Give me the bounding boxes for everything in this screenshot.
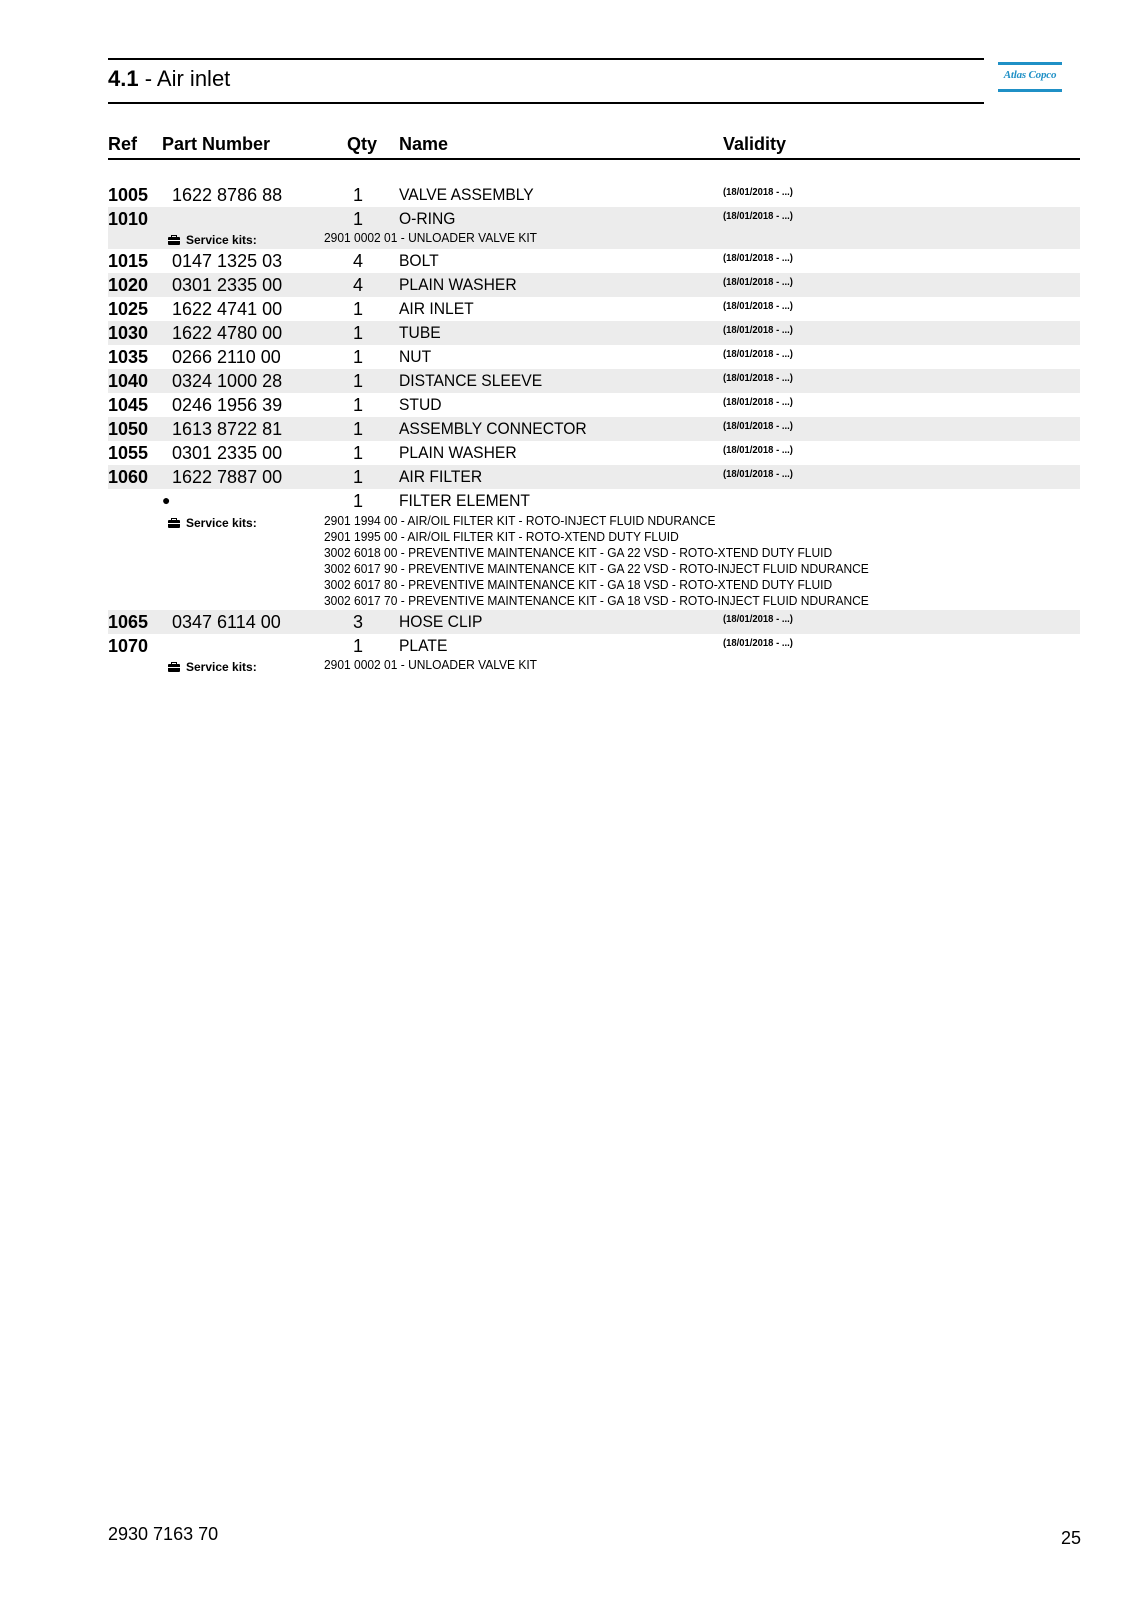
part-number: 1613 8722 81: [172, 419, 283, 439]
table-row: [108, 273, 1080, 297]
part-number: 0347 6114 00: [172, 612, 281, 632]
validity: (18/01/2018 - ...): [723, 396, 793, 408]
part-name: AIR FILTER: [399, 467, 483, 486]
validity: (18/01/2018 - ...): [723, 276, 793, 288]
qty: 1: [352, 347, 363, 367]
qty: 1: [352, 395, 363, 415]
table-row: [108, 207, 1080, 249]
service-kits-text: Service kits:: [186, 660, 257, 674]
part-number: 1622 8786 88: [172, 185, 283, 205]
ref: 1025: [108, 299, 149, 319]
part-name: FILTER ELEMENT: [399, 491, 530, 510]
kit-item: 2901 1994 00 - AIR/OIL FILTER KIT - ROTO-INJECT FLUID NDURANCE: [324, 514, 716, 528]
table-row: [108, 297, 1080, 321]
validity: (18/01/2018 - ...): [723, 300, 793, 312]
validity: (18/01/2018 - ...): [723, 324, 793, 336]
part-number: 1622 7887 00: [172, 467, 283, 487]
qty: 1: [352, 636, 363, 656]
part-name: NUT: [399, 347, 432, 366]
ref: 1020: [108, 275, 149, 295]
validity: (18/01/2018 - ...): [723, 348, 793, 360]
kit-item: 2901 1995 00 - AIR/OIL FILTER KIT - ROTO-XTEND DUTY FLUID: [324, 530, 679, 544]
ref: 1055: [108, 443, 149, 463]
validity: (18/01/2018 - ...): [723, 186, 793, 198]
part-name: STUD: [399, 395, 442, 414]
part-number: 1622 4780 00: [172, 323, 283, 343]
page-title: [108, 66, 230, 92]
ref: 1070: [108, 636, 149, 656]
kit-item: 3002 6017 70 - PREVENTIVE MAINTENANCE KIT - GA 18 VSD - ROTO-INJECT FLUID NDURANCE: [324, 594, 869, 608]
table-row: [108, 393, 1080, 417]
table-row: [108, 417, 1080, 441]
qty: 1: [352, 209, 363, 229]
validity: (18/01/2018 - ...): [723, 210, 793, 222]
ref: 1030: [108, 323, 149, 343]
qty: 1: [352, 323, 363, 343]
qty: 1: [352, 419, 363, 439]
service-kits-label: [168, 516, 257, 530]
part-name: HOSE CLIP: [399, 612, 483, 631]
part-number: 1622 4741 00: [172, 299, 283, 319]
qty: 4: [352, 275, 363, 295]
service-kits-label: [168, 233, 257, 247]
qty: 1: [352, 443, 363, 463]
ref: 1015: [108, 251, 149, 271]
col-name: Name: [399, 134, 449, 154]
part-name: TUBE: [399, 323, 441, 342]
part-number: 0246 1956 39: [172, 395, 283, 415]
part-number: 0324 1000 28: [172, 371, 283, 391]
table-row: [108, 489, 1080, 513]
validity: (18/01/2018 - ...): [723, 252, 793, 264]
validity: (18/01/2018 - ...): [723, 372, 793, 384]
part-number: 0301 2335 00: [172, 443, 283, 463]
section-title: - Air inlet: [138, 66, 231, 91]
col-ref: Ref: [108, 134, 138, 154]
ref: 1005: [108, 185, 149, 205]
ref: 1045: [108, 395, 149, 415]
col-validity: Validity: [723, 134, 787, 154]
part-number: 0301 2335 00: [172, 275, 283, 295]
table-row: [108, 610, 1080, 634]
part-number: 0266 2110 00: [172, 347, 281, 367]
part-name: DISTANCE SLEEVE: [399, 371, 543, 390]
service-kits-text: Service kits:: [186, 516, 257, 530]
sub-item-bullet: ●: [162, 492, 171, 508]
logo-bottom-bar: [998, 89, 1062, 92]
qty: 1: [352, 299, 363, 319]
briefcase-icon: [168, 662, 180, 672]
part-name: VALVE ASSEMBLY: [399, 185, 534, 204]
qty: 1: [352, 371, 363, 391]
qty: 1: [352, 467, 363, 487]
ref: 1050: [108, 419, 149, 439]
table-header: [108, 132, 1080, 160]
qty: 4: [352, 251, 363, 271]
part-name: O-RING: [399, 209, 456, 228]
part-number: 0147 1325 03: [172, 251, 283, 271]
validity: (18/01/2018 - ...): [723, 637, 793, 649]
kit-item: 3002 6017 80 - PREVENTIVE MAINTENANCE KIT - GA 18 VSD - ROTO-XTEND DUTY FLUID: [324, 578, 833, 592]
table-row: [108, 441, 1080, 465]
part-name: PLATE: [399, 636, 448, 655]
table-row: [108, 183, 1080, 207]
kit-item: 2901 0002 01 - UNLOADER VALVE KIT: [324, 658, 537, 672]
ref: 1010: [108, 209, 149, 229]
section-number: 4.1: [108, 66, 139, 91]
qty: 1: [352, 185, 363, 205]
validity: (18/01/2018 - ...): [723, 468, 793, 480]
validity: (18/01/2018 - ...): [723, 420, 793, 432]
table-row: [108, 249, 1080, 273]
document-number: 2930 7163 70: [108, 1524, 219, 1544]
validity: (18/01/2018 - ...): [723, 444, 793, 456]
kit-item: 3002 6018 00 - PREVENTIVE MAINTENANCE KIT - GA 22 VSD - ROTO-XTEND DUTY FLUID: [324, 546, 833, 560]
service-kits-block: [108, 514, 1080, 606]
qty: 3: [352, 612, 363, 632]
table-row: [108, 321, 1080, 345]
ref: 1065: [108, 612, 149, 632]
col-part-number: Part Number: [162, 134, 271, 154]
page-number: 25: [1060, 1528, 1081, 1548]
kit-item: 2901 0002 01 - UNLOADER VALVE KIT: [324, 231, 537, 245]
part-name: PLAIN WASHER: [399, 275, 517, 294]
part-name: AIR INLET: [399, 299, 474, 318]
ref: 1060: [108, 467, 149, 487]
logo-top-bar: [998, 62, 1062, 65]
logo-text: Atlas Copco: [1003, 69, 1057, 81]
service-kits-text: Service kits:: [186, 233, 257, 247]
col-qty: Qty: [347, 134, 378, 154]
ref: 1040: [108, 371, 149, 391]
table-row: [108, 465, 1080, 489]
briefcase-icon: [168, 518, 180, 528]
ref: 1035: [108, 347, 149, 367]
table-row: [108, 634, 1080, 676]
qty: 1: [352, 491, 363, 511]
validity: (18/01/2018 - ...): [723, 613, 793, 625]
part-name: BOLT: [399, 251, 439, 270]
service-kits-label: [168, 660, 257, 674]
table-row: [108, 345, 1080, 369]
kit-item: 3002 6017 90 - PREVENTIVE MAINTENANCE KIT - GA 22 VSD - ROTO-INJECT FLUID NDURANCE: [324, 562, 869, 576]
part-name: PLAIN WASHER: [399, 443, 517, 462]
page-header: [108, 58, 984, 104]
part-name: ASSEMBLY CONNECTOR: [399, 419, 587, 438]
atlas-copco-logo: [998, 62, 1062, 94]
table-row: [108, 369, 1080, 393]
briefcase-icon: [168, 235, 180, 245]
